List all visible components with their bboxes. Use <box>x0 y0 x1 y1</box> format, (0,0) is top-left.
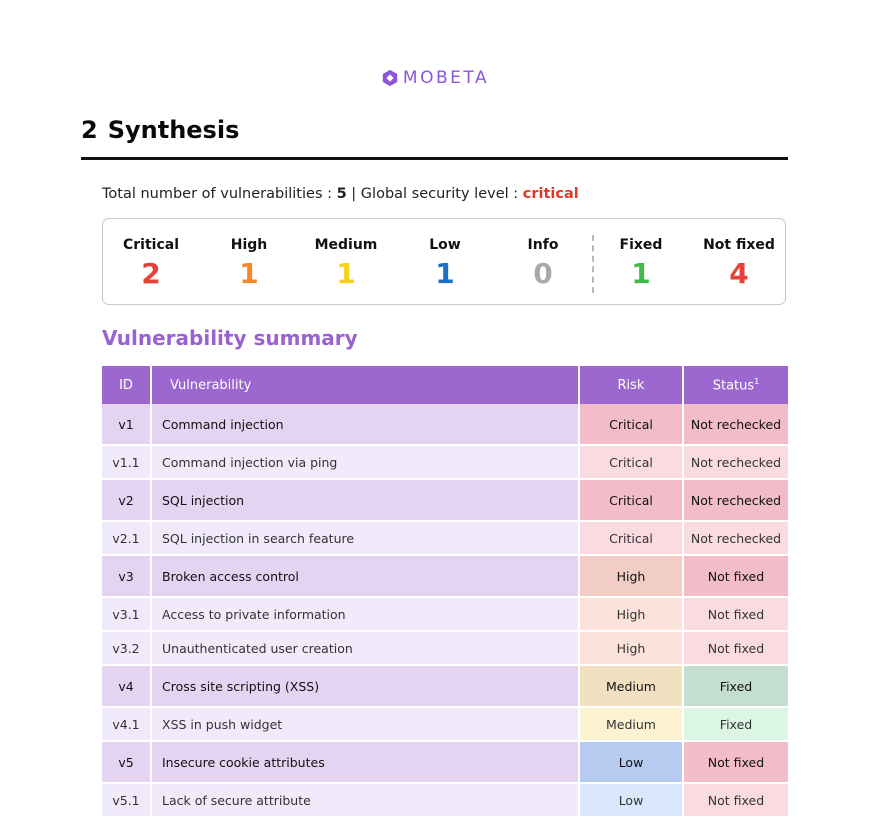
table-row <box>102 446 788 480</box>
status-cell: Not fixed <box>684 598 788 632</box>
hexagon-logo-icon <box>381 69 399 87</box>
brand-logo <box>0 68 870 88</box>
stat-value: 1 <box>239 257 259 290</box>
stat-label: Fixed <box>619 237 663 253</box>
stat-label: Not fixed <box>703 237 775 253</box>
stat-label: Info <box>527 237 559 253</box>
totals-line <box>102 186 579 202</box>
table-row <box>102 784 788 818</box>
risk-cell: Critical <box>580 446 684 480</box>
risk-cell: Critical <box>580 480 684 522</box>
vuln-id: v4.1 <box>102 708 152 742</box>
vuln-name: Insecure cookie attributes <box>152 742 580 784</box>
header-risk: Risk <box>580 366 684 404</box>
vuln-name: XSS in push widget <box>152 708 580 742</box>
vuln-id: v3.1 <box>102 598 152 632</box>
risk-cell: High <box>580 598 684 632</box>
table-row <box>102 522 788 556</box>
stat-label: Medium <box>314 237 378 253</box>
table-row <box>102 480 788 522</box>
vuln-name: Access to private information <box>152 598 580 632</box>
header-id: ID <box>102 366 152 404</box>
stat-label: High <box>230 237 268 253</box>
vulnerability-table <box>102 366 788 818</box>
risk-cell: High <box>580 632 684 666</box>
stats-box <box>102 218 786 305</box>
footnote-marker: 1 <box>754 376 760 386</box>
status-cell: Not rechecked <box>684 522 788 556</box>
table-row <box>102 556 788 598</box>
vuln-name: Lack of secure attribute <box>152 784 580 818</box>
vuln-id: v1 <box>102 404 152 446</box>
vuln-name: Command injection <box>152 404 580 446</box>
vuln-id: v1.1 <box>102 446 152 480</box>
status-cell: Not fixed <box>684 556 788 598</box>
risk-cell: Critical <box>580 404 684 446</box>
status-cell: Not fixed <box>684 784 788 818</box>
status-cell: Not rechecked <box>684 446 788 480</box>
heading-rule <box>81 157 788 160</box>
section-heading <box>81 116 239 144</box>
status-cell: Not rechecked <box>684 404 788 446</box>
risk-cell: Critical <box>580 522 684 556</box>
status-cell: Not fixed <box>684 742 788 784</box>
status-cell: Fixed <box>684 666 788 708</box>
stat-label: Critical <box>122 237 179 253</box>
vuln-id: v2.1 <box>102 522 152 556</box>
vuln-id: v4 <box>102 666 152 708</box>
risk-cell: Medium <box>580 708 684 742</box>
stat-value: 1 <box>631 257 651 290</box>
table-row <box>102 742 788 784</box>
stat-value: 1 <box>435 257 455 290</box>
stat-value: 4 <box>729 257 749 290</box>
table-row <box>102 632 788 666</box>
vuln-name: Cross site scripting (XSS) <box>152 666 580 708</box>
header-status-label: Status <box>712 378 755 394</box>
stat-value: 1 <box>336 257 356 290</box>
section-number: 2 <box>81 116 98 144</box>
table-row <box>102 666 788 708</box>
header-vulnerability: Vulnerability <box>152 366 580 404</box>
vuln-id: v5 <box>102 742 152 784</box>
table-row <box>102 708 788 742</box>
status-cell: Fixed <box>684 708 788 742</box>
table-row <box>102 404 788 446</box>
risk-cell: Low <box>580 784 684 818</box>
section-title: Synthesis <box>107 116 240 144</box>
stat-label: Low <box>429 237 461 253</box>
vuln-name: SQL injection <box>152 480 580 522</box>
vuln-name: Command injection via ping <box>152 446 580 480</box>
totals-separator: | Global security level : <box>346 186 523 202</box>
security-level: critical <box>522 186 579 202</box>
totals-prefix: Total number of vulnerabilities : <box>102 186 337 202</box>
vulnerability-count: 5 <box>336 186 347 202</box>
status-cell: Not rechecked <box>684 480 788 522</box>
vuln-name: SQL injection in search feature <box>152 522 580 556</box>
vuln-name: Unauthenticated user creation <box>152 632 580 666</box>
vuln-id: v5.1 <box>102 784 152 818</box>
summary-heading: Vulnerability summary <box>102 326 358 350</box>
table-header-row <box>102 366 788 404</box>
brand-name: MOBETA <box>402 68 490 88</box>
risk-cell: Low <box>580 742 684 784</box>
vuln-id: v3 <box>102 556 152 598</box>
vuln-name: Broken access control <box>152 556 580 598</box>
header-status <box>684 366 788 404</box>
vuln-id: v2 <box>102 480 152 522</box>
stat-value: 0 <box>533 257 553 290</box>
table-row <box>102 598 788 632</box>
vuln-id: v3.2 <box>102 632 152 666</box>
status-cell: Not fixed <box>684 632 788 666</box>
risk-cell: High <box>580 556 684 598</box>
risk-cell: Medium <box>580 666 684 708</box>
stat-value: 2 <box>141 257 161 290</box>
